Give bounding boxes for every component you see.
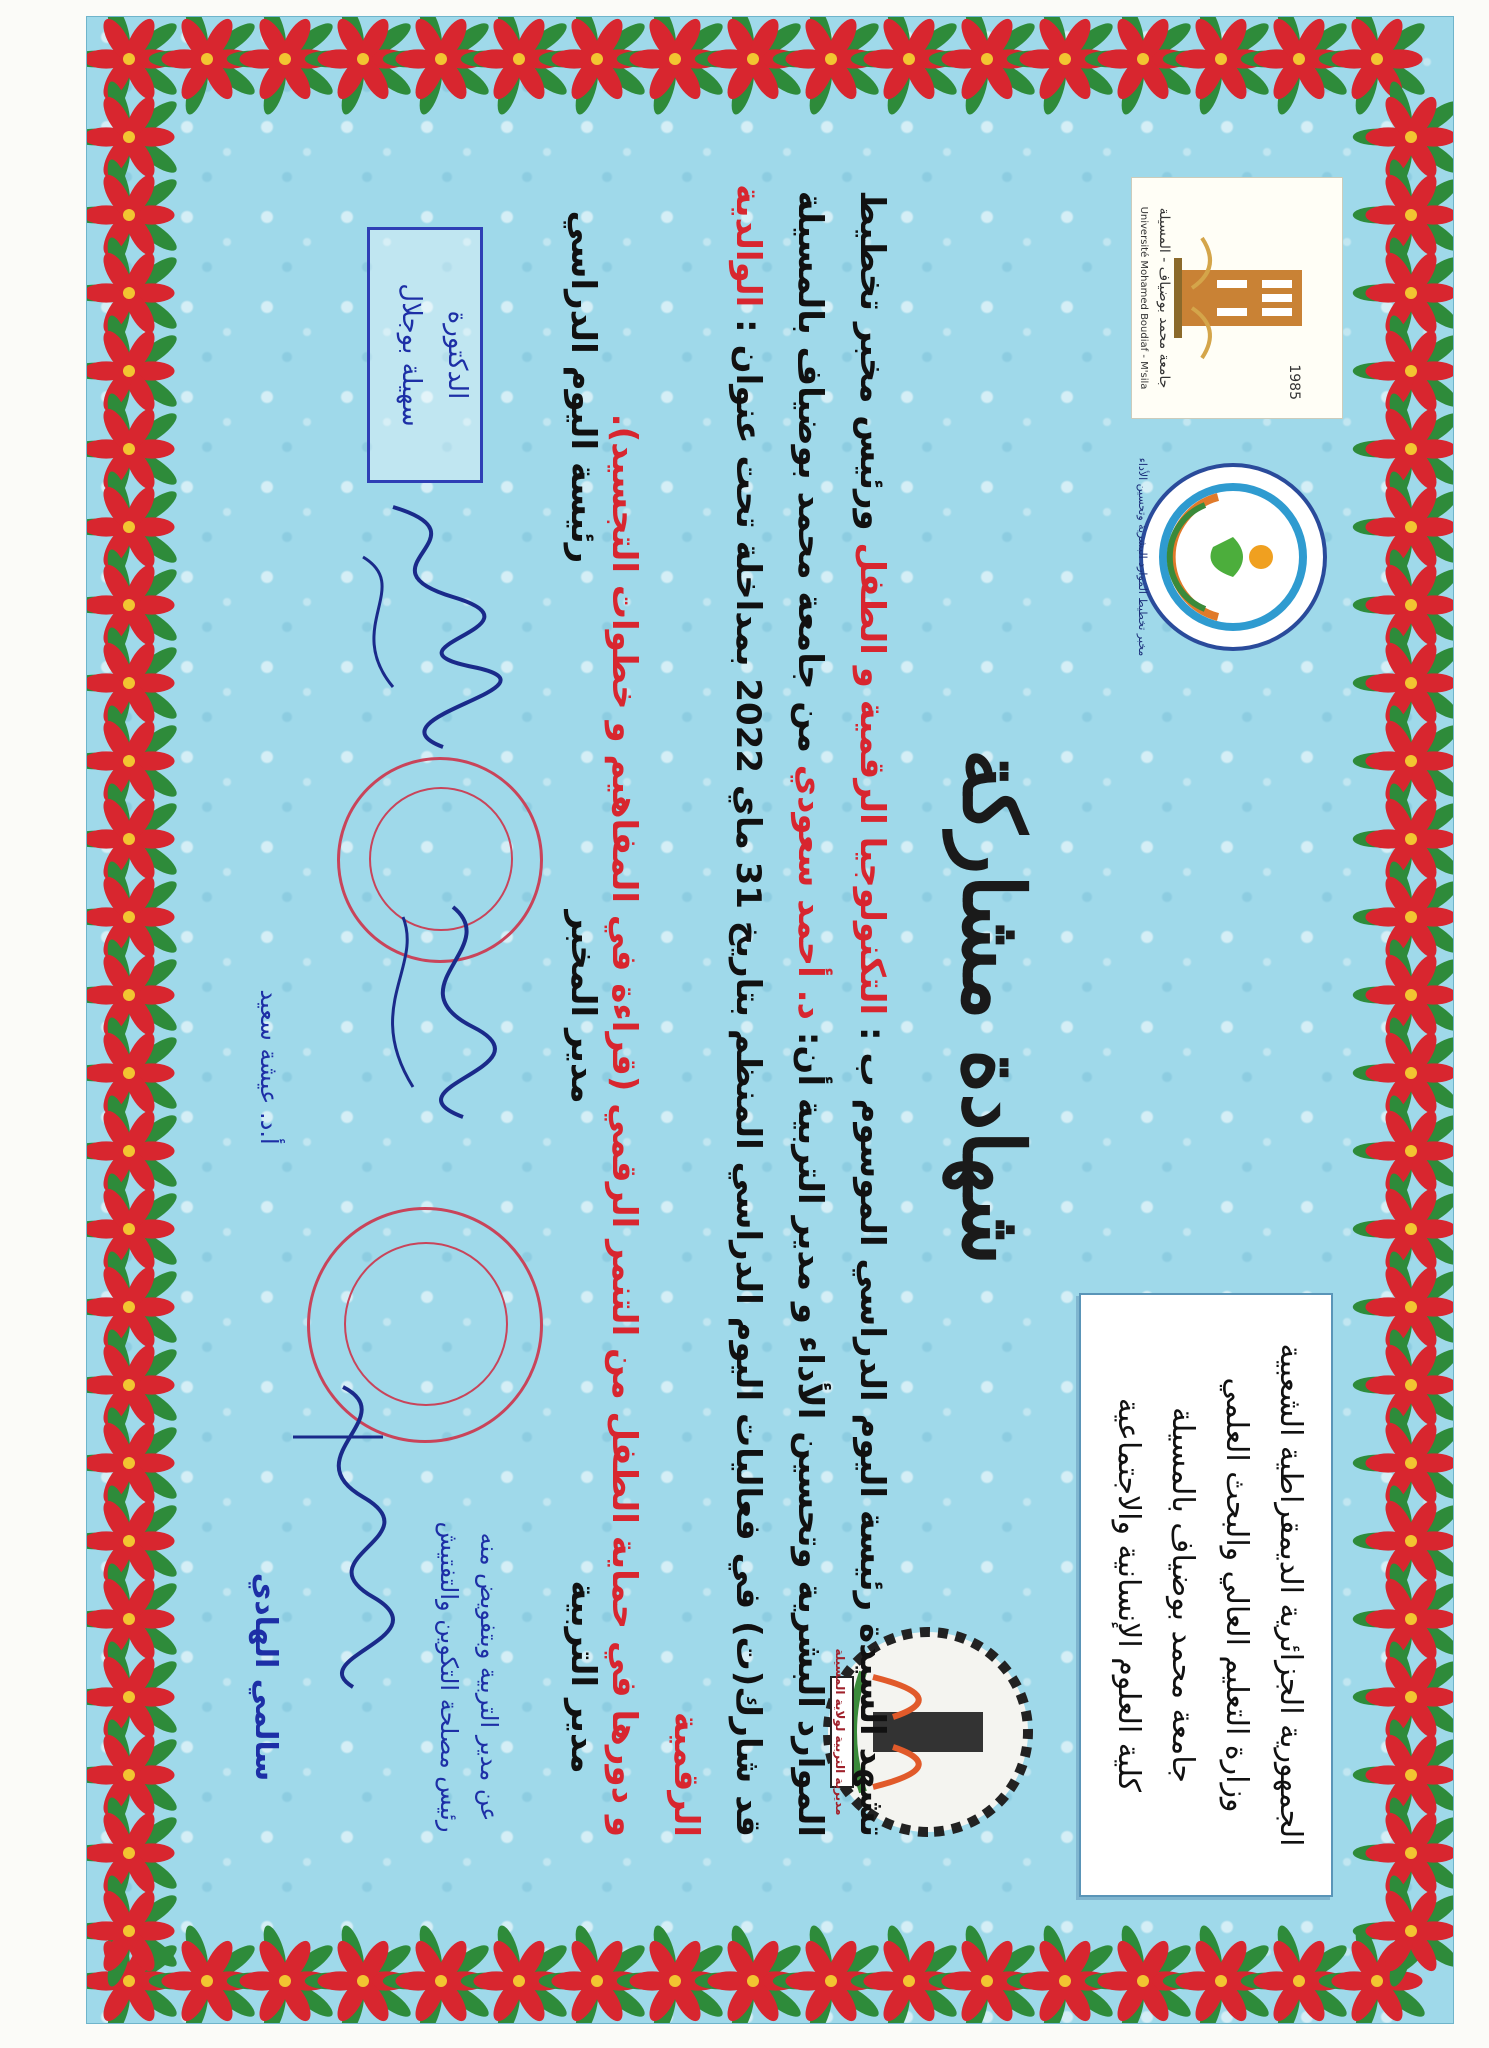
left-signature-name-box bbox=[367, 227, 483, 483]
middle-signature-name: أ.د. عيشة سعيد bbox=[255, 989, 283, 1145]
university-caption: جامعة محمد بوضياف - المسيلة bbox=[1156, 207, 1172, 389]
right-handwritten-signature bbox=[273, 1377, 423, 1697]
header-line-faculty: كلية العلوم الإنسانية والاجتماعية bbox=[1111, 1397, 1146, 1793]
poinsettia-flower-icon bbox=[87, 937, 181, 1053]
right-signature-title: مدير التربية bbox=[563, 1580, 603, 1774]
poinsettia-flower-icon bbox=[87, 391, 181, 507]
poinsettia-flower-icon bbox=[87, 157, 181, 273]
body-line-2-text: الموارد البشرية وتحسين الأداء و مدير التربية أن: bbox=[790, 1031, 830, 1837]
body-line-1-rest: ورئيس مخبر تخطيط bbox=[852, 190, 892, 531]
poinsettia-flower-icon bbox=[87, 469, 181, 585]
poinsettia-flower-icon bbox=[87, 1405, 181, 1521]
certificate-title: شهادة مشاركة bbox=[944, 748, 1043, 1266]
university-logo bbox=[1131, 177, 1343, 419]
header-box bbox=[1079, 1293, 1333, 1897]
poinsettia-flower-icon bbox=[87, 1327, 181, 1443]
poinsettia-flower-icon bbox=[87, 625, 181, 741]
poinsettia-flower-icon bbox=[87, 781, 181, 897]
left-signature-name-line2: سهيلة بوجلال bbox=[396, 283, 426, 427]
middle-handwritten-signature bbox=[333, 887, 513, 1127]
poinsettia-flower-icon bbox=[87, 1171, 181, 1287]
certificate-body bbox=[593, 177, 903, 1837]
body-line-2-rest: من جامعة محمد بوضياف بالمسيلة bbox=[790, 190, 830, 753]
poinsettia-flower-icon bbox=[87, 703, 181, 819]
poinsettia-flower-icon bbox=[87, 1015, 181, 1131]
poinsettia-flower-icon bbox=[87, 1639, 181, 1755]
directorate-caption: مديرية التربية لولاية المسيلة bbox=[833, 1648, 847, 1816]
lab-emblem-icon bbox=[1133, 457, 1333, 657]
poinsettia-flower-icon bbox=[87, 1249, 181, 1365]
body-line-1 bbox=[841, 177, 903, 1837]
certificate-frame bbox=[86, 16, 1454, 2024]
header-line-university: جامعة محمد بوضياف بالمسيلة bbox=[1165, 1407, 1200, 1783]
poinsettia-flower-icon bbox=[87, 235, 181, 351]
university-caption-latin: Université Mohamed Boudiaf - M'sila bbox=[1138, 206, 1149, 390]
poinsettia-flower-icon bbox=[87, 1717, 181, 1833]
participant-name: د. أحمد سعودي bbox=[790, 764, 830, 1020]
certificate-content bbox=[173, 97, 1373, 1957]
lab-caption: مخبر تخطيط الموارد البشرية وتحسين الأداء bbox=[1136, 457, 1149, 657]
body-line-1-text: تشهد السيدة رئيسة اليوم الدراسي الموسوم ب : bbox=[852, 1027, 892, 1837]
lab-logo bbox=[1133, 457, 1333, 657]
body-line-3-text: قد شارك(ت) في فعاليات اليوم الدراسي المنظم بتاريخ 31 ماي 2022 بمداخلة تحت عنوان : bbox=[728, 319, 768, 1837]
body-topic: التكنولوجيا الرقمية و الطفل bbox=[852, 542, 892, 1016]
header-line-ministry: وزارة التعليم العالي والبحث العلمي bbox=[1219, 1377, 1254, 1813]
poinsettia-flower-icon bbox=[87, 547, 181, 663]
right-signature-name: سالمي الهادي bbox=[248, 1572, 283, 1782]
left-handwritten-signature bbox=[333, 497, 513, 757]
paper-title: الوالدية الرقمية bbox=[666, 184, 768, 1837]
body-line-4: و دورها في حماية الطفل من التنمر الرقمي (قراءة في المفاهيم و خطوات التجسيد). bbox=[604, 413, 644, 1837]
poinsettia-flower-icon bbox=[87, 313, 181, 429]
right-signature-note-2: رئيس مصلحة التكوين والتفتيش bbox=[435, 1521, 463, 1833]
poinsettia-flower-icon bbox=[87, 1483, 181, 1599]
university-year: 1985 bbox=[1286, 364, 1302, 400]
poinsettia-flower-icon bbox=[87, 1093, 181, 1209]
left-signature-name-line1: الدكتورة bbox=[442, 310, 472, 400]
right-signature-note-1: عن مدير التربية وبتفويض منه bbox=[475, 1532, 503, 1822]
left-signature-title: رئيسة اليوم الدراسي bbox=[563, 210, 603, 564]
poinsettia-flower-icon bbox=[87, 1795, 181, 1911]
middle-signature-title: مدير المخبر bbox=[563, 910, 603, 1104]
header-line-republic: الجمهورية الجزائرية الديمقراطية الشعبية bbox=[1273, 1343, 1308, 1847]
body-line-2 bbox=[779, 177, 841, 1837]
body-line-3 bbox=[655, 177, 779, 1837]
poinsettia-flower-icon bbox=[87, 1561, 181, 1677]
poinsettia-flower-icon bbox=[87, 859, 181, 975]
poinsettia-flower-icon bbox=[87, 79, 181, 195]
